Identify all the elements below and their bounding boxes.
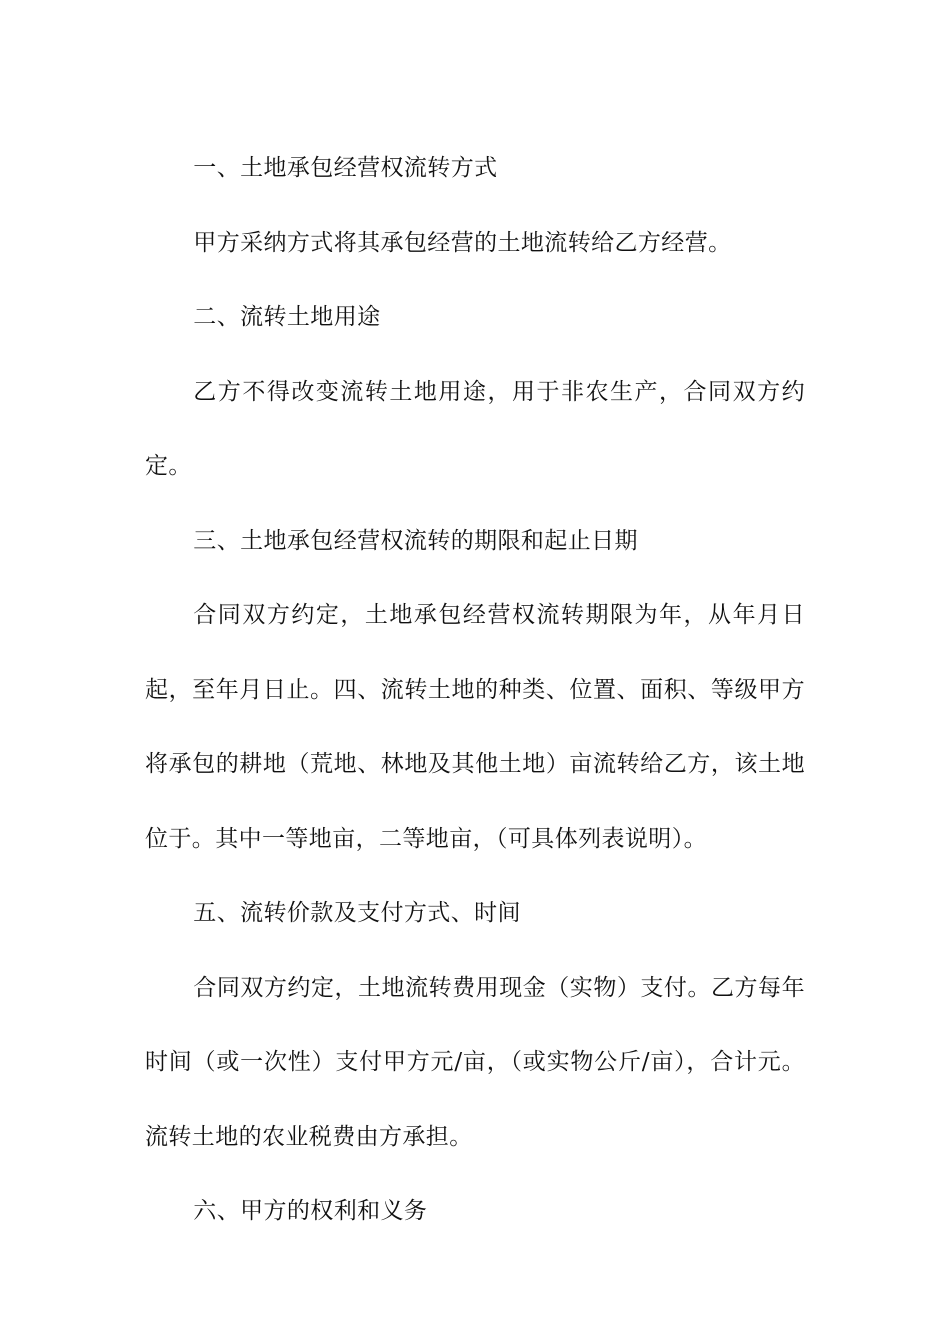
section-heading-1: 一、土地承包经营权流转方式 [193, 155, 498, 181]
paragraph-term-and-land: 合同双方约定，土地承包经营权流转期限为年，从年月日起，至年月日止。四、流转土地的种类、位置、面积、等级甲方将承包的耕地（荒地、林地及其他土地）亩流转给乙方，该土地位于。其中一等地亩，二等地亩，（可具体列表说明）。 [145, 602, 805, 852]
section-heading-2: 二、流转土地用途 [193, 304, 381, 330]
section-heading-5: 五、流转价款及支付方式、时间 [193, 900, 521, 926]
document-body [145, 131, 805, 1249]
paragraph-transfer-method: 甲方采纳方式将其承包经营的土地流转给乙方经营。 [193, 229, 732, 256]
section-heading-3: 三、土地承包经营权流转的期限和起止日期 [193, 527, 638, 554]
paragraph-land-use: 乙方不得改变流转土地用途，用于非农生产，合同双方约定。 [145, 378, 805, 479]
section-heading-6: 六、甲方的权利和义务 [193, 1198, 428, 1224]
paragraph-payment: 合同双方约定，土地流转费用现金（实物）支付。乙方每年时间（或一次性）支付甲方元/亩，（或实物公斤/亩），合计元。流转土地的农业税费由方承担。 [145, 974, 805, 1150]
